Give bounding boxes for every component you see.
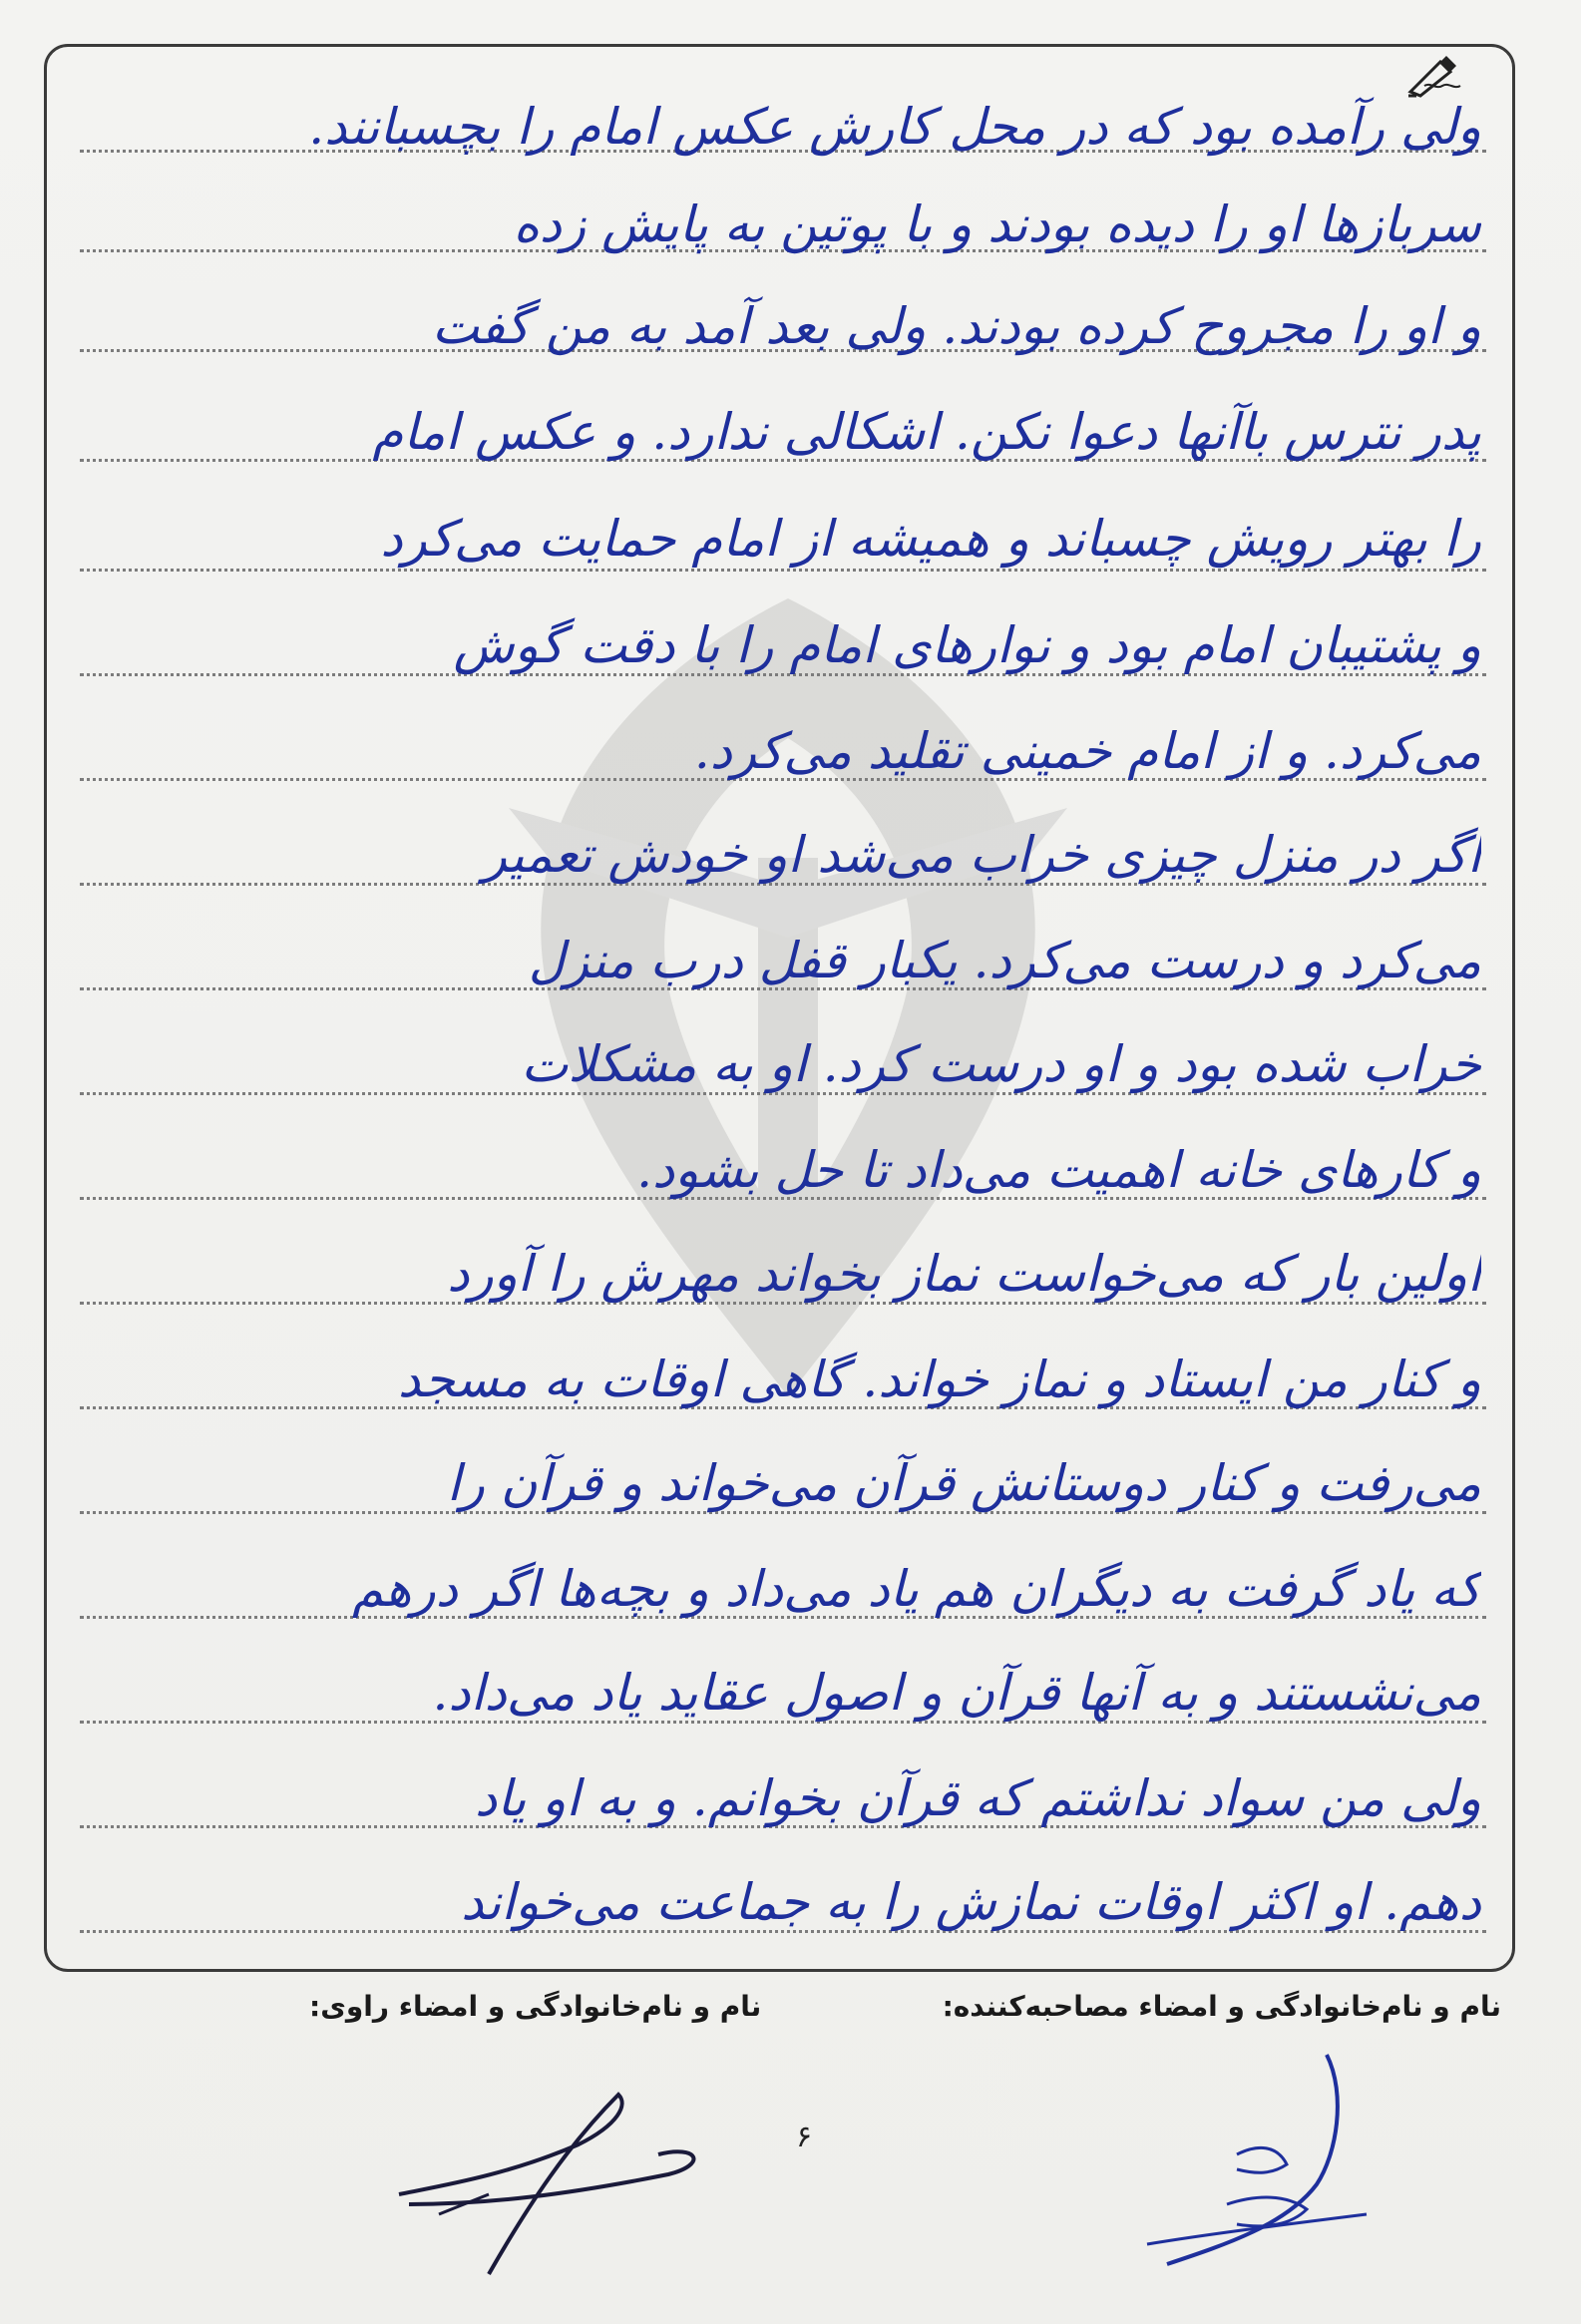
interviewer-signature — [1087, 2035, 1416, 2284]
interviewer-signature-label: نام و نام‌خانوادگی و امضاء مصاحبه‌کننده: — [942, 1990, 1501, 2023]
handwritten-line: می‌رفت و کنار دوستانش قرآن می‌خواند و قرآن را — [446, 1454, 1481, 1512]
handwritten-line: را بهتر رویش چسباند و همیشه از امام حمایت می‌کرد — [380, 510, 1481, 568]
handwritten-line: پدر نترس باآنها دعوا نکن. اشکالی ندارد. و عکس امام — [372, 403, 1481, 461]
handwritten-line: و کنار من ایستاد و نماز خواند. گاهی اوقات به مسجد — [397, 1351, 1481, 1408]
handwritten-line: می‌نشستند و به آنها قرآن و اصول عقاید یاد می‌داد. — [432, 1664, 1481, 1722]
handwritten-line: که یاد گرفت به دیگران هم یاد می‌داد و بچه‌ها اگر درهم — [352, 1560, 1481, 1618]
handwritten-line: می‌کرد. و از امام خمینی تقلید می‌کرد. — [693, 722, 1481, 780]
page-number: ۶ — [796, 2120, 813, 2154]
handwritten-line: ولی من سواد نداشتم که قرآن بخوانم. و به او یاد — [474, 1769, 1481, 1827]
handwritten-line: و پشتیبان امام بود و نوارهای امام را با دقت گوش — [453, 616, 1481, 674]
handwritten-line: و او را مجروح کرده بودند. ولی بعد آمد به من گفت — [431, 297, 1481, 355]
handwritten-line: دهم. او اکثر اوقات نمازش را به جماعت می‌خواند — [461, 1873, 1481, 1931]
handwritten-line: اگر در منزل چیزی خراب می‌شد او خودش تعمیر — [482, 826, 1481, 884]
interviewee-signature — [369, 2085, 728, 2284]
handwritten-line: و کارهای خانه اهمیت می‌داد تا حل بشود. — [636, 1141, 1481, 1199]
interviewee-signature-label: نام و نام‌خانوادگی و امضاء راوی: — [309, 1990, 762, 2023]
handwritten-line: خراب شده بود و او درست کرد. او به مشکلات — [521, 1035, 1481, 1093]
handwritten-line: سربازها او را دیده بودند و با پوتین به پایش زده — [513, 195, 1481, 253]
handwritten-line: اولین بار که می‌خواست نماز بخواند مهرش را آورد — [447, 1245, 1481, 1303]
handwritten-line: ولی رآمده بود که در محل کارش عکس امام را بچسبانند. — [308, 98, 1481, 156]
handwritten-line: می‌کرد و درست می‌کرد. یکبار قفل درب منزل — [528, 932, 1481, 989]
